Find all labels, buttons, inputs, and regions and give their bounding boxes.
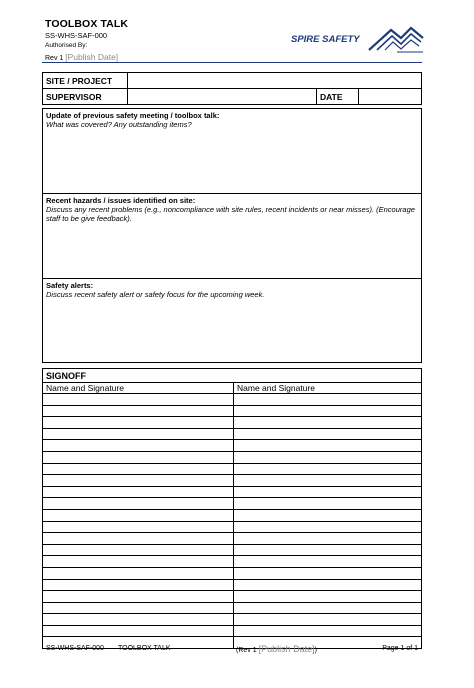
footer-doc-code: SS-WHS-SAF-000 xyxy=(46,645,104,652)
signoff-row xyxy=(43,417,422,429)
signoff-row xyxy=(43,567,422,579)
date-label: DATE xyxy=(317,89,359,105)
signoff-cell-left[interactable] xyxy=(43,440,234,452)
signoff-row xyxy=(43,463,422,475)
footer-rev-close: ) xyxy=(314,647,317,654)
site-info-table xyxy=(42,72,422,105)
signoff-row xyxy=(43,556,422,568)
section-heading: Recent hazards / issues identified on site: xyxy=(46,196,196,205)
signoff-cell-right[interactable] xyxy=(234,475,422,487)
signoff-cell-left[interactable] xyxy=(43,602,234,614)
signoff-cell-left[interactable] xyxy=(43,417,234,429)
column-header-name-signature: Name and Signature xyxy=(234,383,422,394)
signoff-cell-left[interactable] xyxy=(43,509,234,521)
signoff-row xyxy=(43,486,422,498)
section-prompt: Discuss any recent problems (e.g., noncompliance with site rules, recent incidents or near misses). (Encourage staff to be give feedback). xyxy=(46,205,415,223)
discussion-sections xyxy=(42,108,422,363)
recent-hazards-section[interactable] xyxy=(43,194,422,279)
signoff-cell-right[interactable] xyxy=(234,533,422,545)
signoff-row xyxy=(43,521,422,533)
signoff-row xyxy=(43,533,422,545)
signoff-row xyxy=(43,451,422,463)
signoff-cell-left[interactable] xyxy=(43,428,234,440)
site-project-label: SITE / PROJECT xyxy=(43,73,128,89)
signoff-cell-right[interactable] xyxy=(234,544,422,556)
signoff-row xyxy=(43,602,422,614)
signoff-cell-right[interactable] xyxy=(234,428,422,440)
signoff-cell-left[interactable] xyxy=(43,591,234,603)
signoff-row xyxy=(43,509,422,521)
signoff-cell-left[interactable] xyxy=(43,533,234,545)
signoff-cell-right[interactable] xyxy=(234,451,422,463)
signoff-cell-left[interactable] xyxy=(43,405,234,417)
signoff-cell-left[interactable] xyxy=(43,521,234,533)
signoff-cell-right[interactable] xyxy=(234,579,422,591)
signoff-cell-right[interactable] xyxy=(234,567,422,579)
signoff-row xyxy=(43,440,422,452)
signoff-cell-right[interactable] xyxy=(234,498,422,510)
revision-line xyxy=(45,52,118,62)
footer-title: TOOLBOX TALK xyxy=(118,645,171,652)
signoff-cell-left[interactable] xyxy=(43,579,234,591)
authorised-by-label: Authorised By: xyxy=(45,42,88,49)
signoff-cell-right[interactable] xyxy=(234,509,422,521)
signoff-row xyxy=(43,405,422,417)
signoff-row xyxy=(43,544,422,556)
signoff-cell-right[interactable] xyxy=(234,440,422,452)
section-heading: Update of previous safety meeting / toolbox talk: xyxy=(46,111,220,120)
signoff-cell-left[interactable] xyxy=(43,556,234,568)
signoff-cell-right[interactable] xyxy=(234,521,422,533)
previous-meeting-section[interactable] xyxy=(43,109,422,194)
footer-publish-date[interactable]: [Publish Date] xyxy=(258,644,315,654)
signoff-row xyxy=(43,579,422,591)
signoff-cell-left[interactable] xyxy=(43,451,234,463)
signoff-row xyxy=(43,428,422,440)
signoff-cell-left[interactable] xyxy=(43,463,234,475)
spire-safety-logo xyxy=(291,24,425,54)
document-footer xyxy=(42,636,422,667)
site-project-field[interactable] xyxy=(128,73,422,89)
signoff-cell-left[interactable] xyxy=(43,486,234,498)
signoff-row xyxy=(43,498,422,510)
section-heading: Safety alerts: xyxy=(46,281,94,290)
date-field[interactable] xyxy=(359,89,422,105)
signoff-cell-left[interactable] xyxy=(43,498,234,510)
section-prompt: Discuss recent safety alert or safety focus for the upcoming week. xyxy=(46,290,265,299)
supervisor-field[interactable] xyxy=(128,89,317,105)
signoff-row xyxy=(43,614,422,626)
footer-rev-label: (Rev 1 xyxy=(236,647,257,654)
signoff-table xyxy=(42,368,422,649)
header-divider xyxy=(42,62,422,63)
signoff-cell-right[interactable] xyxy=(234,405,422,417)
signoff-cell-left[interactable] xyxy=(43,544,234,556)
document-title: TOOLBOX TALK xyxy=(45,18,129,30)
footer-revision xyxy=(236,644,317,654)
signoff-cell-right[interactable] xyxy=(234,486,422,498)
signoff-cell-right[interactable] xyxy=(234,417,422,429)
signoff-cell-right[interactable] xyxy=(234,591,422,603)
signoff-cell-left[interactable] xyxy=(43,475,234,487)
signoff-row xyxy=(43,394,422,406)
signoff-cell-right[interactable] xyxy=(234,556,422,568)
publish-date-placeholder[interactable]: [Publish Date] xyxy=(65,52,119,62)
signoff-row xyxy=(43,475,422,487)
document-code: SS-WHS-SAF-000 xyxy=(45,31,108,40)
signoff-cell-right[interactable] xyxy=(234,602,422,614)
signoff-cell-left[interactable] xyxy=(43,614,234,626)
revision-label: Rev 1 xyxy=(45,55,64,62)
signoff-cell-right[interactable] xyxy=(234,614,422,626)
supervisor-label: SUPERVISOR xyxy=(43,89,128,105)
mountain-logo-icon xyxy=(367,24,425,54)
signoff-row xyxy=(43,591,422,603)
signoff-cell-right[interactable] xyxy=(234,463,422,475)
signoff-cell-right[interactable] xyxy=(234,394,422,406)
signoff-title: SIGNOFF xyxy=(43,369,422,383)
footer-page-number: Page 1 of 1 xyxy=(382,645,418,652)
safety-alerts-section[interactable] xyxy=(43,279,422,363)
signoff-cell-left[interactable] xyxy=(43,567,234,579)
signoff-cell-left[interactable] xyxy=(43,394,234,406)
section-prompt: What was covered? Any outstanding items? xyxy=(46,120,192,129)
column-header-name-signature: Name and Signature xyxy=(43,383,234,394)
logo-text: SPIRE SAFETY xyxy=(291,34,360,45)
document-header xyxy=(45,14,425,62)
